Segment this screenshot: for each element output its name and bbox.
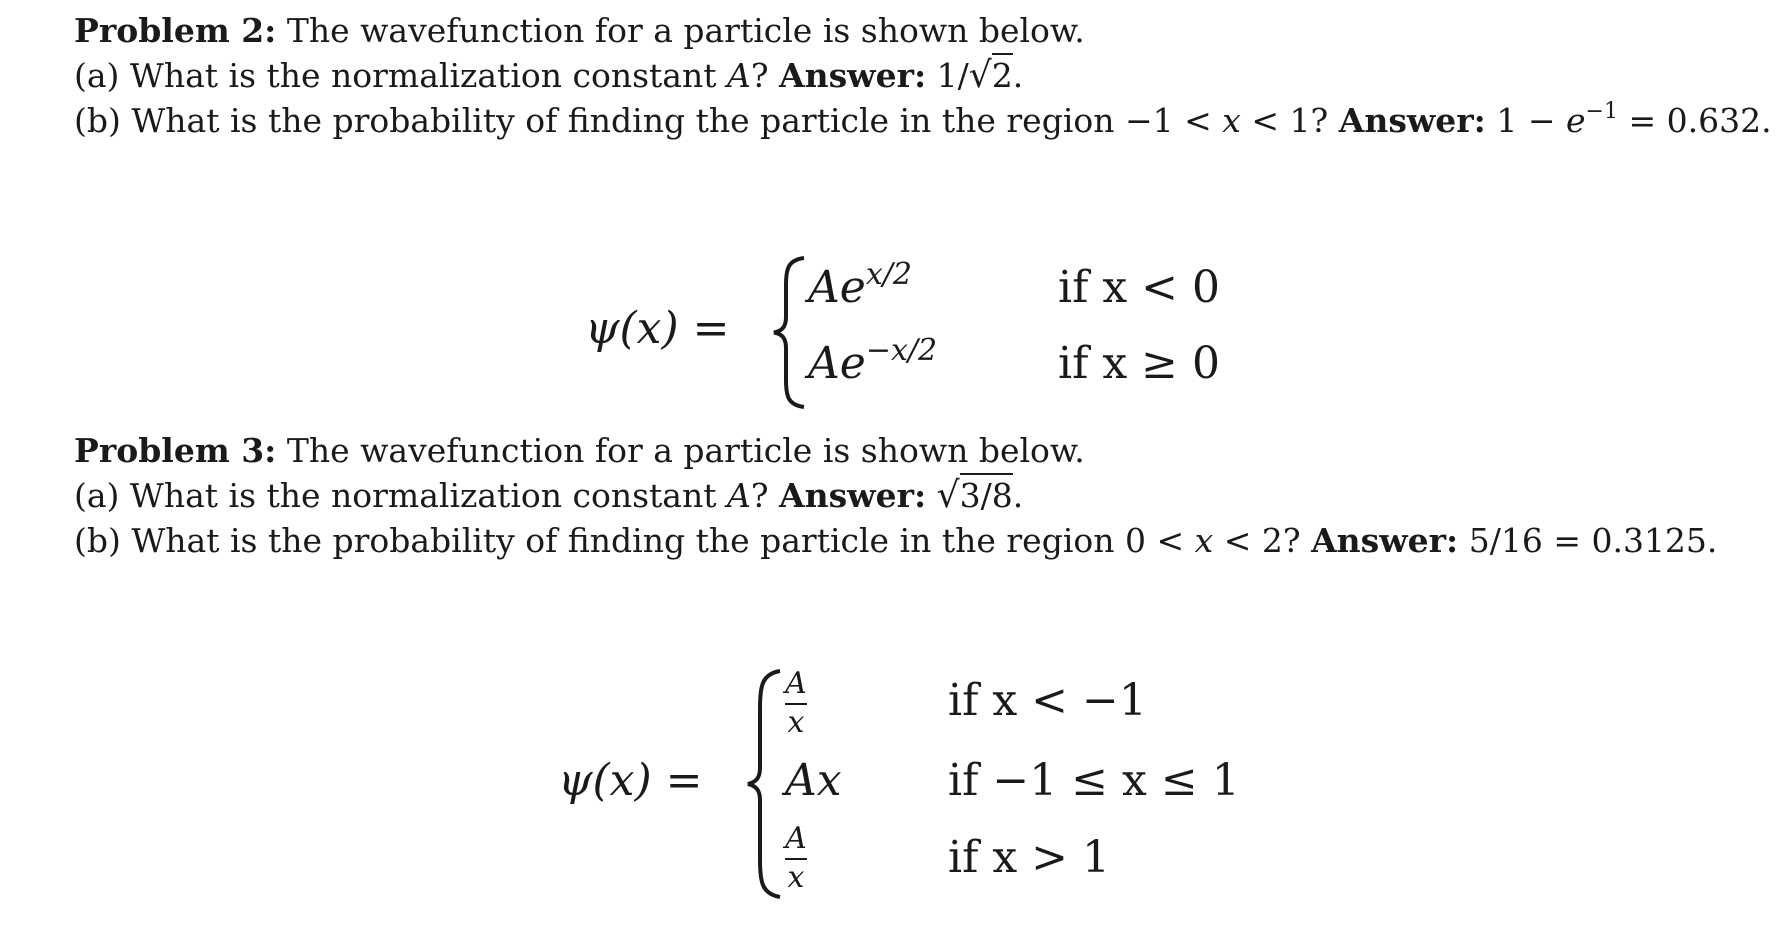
variable: x <box>1222 101 1241 140</box>
problem-3-heading-line <box>74 428 1717 473</box>
case-2-condition: if x ≥ 0 <box>1058 338 1220 389</box>
problem-2-intro: The wavefunction for a particle is shown below. <box>276 11 1085 50</box>
radical-sign: √ <box>968 55 992 96</box>
answer-label: Answer: <box>779 476 927 515</box>
answer-label: Answer: <box>1338 101 1486 140</box>
case-2-expression: Ax <box>785 755 842 806</box>
denominator: x <box>787 705 805 740</box>
variable: A <box>726 56 751 95</box>
exponent: −1 <box>1585 99 1618 124</box>
case-1-condition: if x < 0 <box>1058 262 1220 313</box>
case-1-expression: $Ae^{x/2}$ <box>808 257 912 313</box>
answer-suffix: = 0.632. <box>1617 101 1772 140</box>
problem-2-part-a <box>74 53 1772 98</box>
variable: A <box>726 476 751 515</box>
problem-2-heading-line <box>74 8 1772 53</box>
question-text: (b) What is the probability of finding the particle in the region 0 < <box>74 521 1195 560</box>
answer-suffix: . <box>1012 56 1024 95</box>
variable: x <box>1194 521 1214 560</box>
answer-label: Answer: <box>779 56 927 95</box>
radical-sign: √ <box>936 475 960 516</box>
question-text: (a) What is the normalization constant <box>74 56 727 95</box>
question-end: < 1? <box>1240 101 1339 140</box>
answer-label: Answer: <box>1311 521 1459 560</box>
problem-3-intro: The wavefunction for a particle is shown below. <box>276 431 1085 470</box>
denominator: x <box>787 860 805 895</box>
answer-text: 5/16 = 0.3125. <box>1458 521 1718 560</box>
problem-3-heading: Problem 3: <box>74 431 277 470</box>
equation-lhs: ψ(x) = <box>558 755 703 806</box>
answer-prefix: 1 − <box>1485 101 1566 140</box>
radicand: 2 <box>992 53 1013 95</box>
case-2-expression: $Ae^{-x/2}$ <box>808 333 938 389</box>
case-3-fraction <box>785 823 807 894</box>
left-brace-icon <box>770 255 810 410</box>
problem-2-heading: Problem 2: <box>74 11 277 50</box>
equation-lhs: ψ(x) = <box>585 303 730 354</box>
problem-3-part-a <box>74 473 1717 518</box>
case-1-fraction <box>785 668 807 739</box>
problem-2 <box>74 8 1772 148</box>
problem-3 <box>74 428 1717 563</box>
left-brace-icon <box>744 668 786 900</box>
question-mark: ? <box>750 476 779 515</box>
case-1-condition: if x < −1 <box>948 675 1147 726</box>
case-2-condition: if −1 ≤ x ≤ 1 <box>948 755 1240 806</box>
problem-3-part-b <box>74 518 1717 563</box>
question-mark: ? <box>750 56 779 95</box>
numerator: A <box>785 821 807 856</box>
question-text: (b) What is the probability of finding the particle in the region −1 < <box>74 101 1223 140</box>
question-text: (a) What is the normalization constant <box>74 476 727 515</box>
radicand: 3/8 <box>960 473 1013 515</box>
answer-prefix: 1/ <box>926 56 969 95</box>
problem-2-part-b <box>74 98 1772 148</box>
euler-e: e <box>1566 101 1586 140</box>
answer-suffix: . <box>1012 476 1024 515</box>
case-3-condition: if x > 1 <box>948 832 1110 883</box>
question-end: < 2? <box>1213 521 1312 560</box>
numerator: A <box>785 666 807 701</box>
